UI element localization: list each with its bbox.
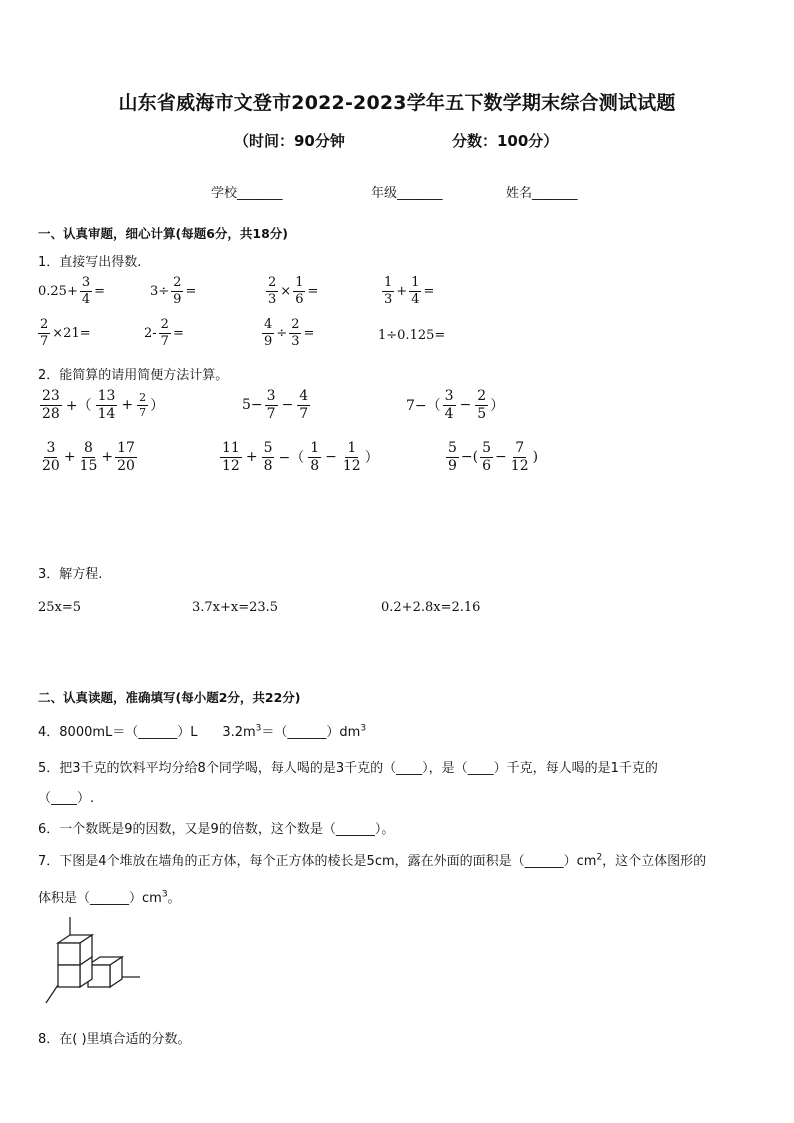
grade-field: 年级_______ bbox=[371, 186, 443, 201]
exam-score: 分数：100分） bbox=[452, 132, 559, 150]
q1-item-b: 3÷ $\frac{2}{9}$ = bbox=[150, 275, 197, 307]
q5-line2: （____）. bbox=[38, 791, 95, 806]
q2-item-e: $\frac{11}{12}$ + $\frac{5}{8}$ −（ $\frac{1}{8}$ − $\frac{1}{12}$ ） bbox=[222, 440, 379, 474]
q1-item-a: 0.25+ $\frac{3}{4}$ = bbox=[38, 275, 106, 307]
q1-item-c: $\frac{2}{3}$ × $\frac{1}{6}$ = bbox=[268, 275, 319, 307]
q2-prompt: 2．能简算的请用简便方法计算。 bbox=[38, 368, 229, 383]
q7-line1: 7．下图是4个堆放在墙角的正方体，每个正方体的棱长是5cm，露在外面的面积是$(\_\_\_\_\_\_)cm^2$，这个立体图形的 bbox=[38, 852, 707, 869]
section2-heading: 二、认真读题，准确填写(每小题2分，共22分) bbox=[38, 690, 301, 705]
q1-item-g: $\frac{4}{9}$ ÷ $\frac{2}{3}$ = bbox=[264, 317, 315, 349]
q1-item-e: $\frac{2}{7}$ ×21= bbox=[40, 317, 91, 349]
q3-equation-1: 25x=5 bbox=[38, 600, 82, 615]
q1-item-h: 1÷0.125= bbox=[378, 328, 446, 343]
q4: 4．8000mL＝（______）L $3.2m^3=(\_\_\_\_\_\_)dm^3$ bbox=[38, 723, 367, 740]
exam-time: （时间：90分钟 bbox=[234, 132, 345, 150]
section1-heading: 一、认真审题，细心计算(每题6分，共18分) bbox=[38, 226, 289, 241]
q8: 8．在( )里填合适的分数。 bbox=[38, 1032, 191, 1047]
q5-line1: 5．把3千克的饮料平均分给8个同学喝，每人喝的是3千克的（____），是（____）千克，每人喝的是1千克的 bbox=[38, 761, 658, 776]
name-field: 姓名_______ bbox=[506, 186, 578, 201]
q2-item-f: $\frac{5}{9}$ −( $\frac{5}{6}$ − $\frac{7}{12}$ ) bbox=[448, 440, 539, 474]
stacked-cubes-figure bbox=[40, 915, 150, 1015]
q2-item-a: $\frac{23}{28}$ +（ $\frac{13}{14}$ + $\frac{2}{7}$ ） bbox=[42, 388, 165, 422]
q7-line2: 体积是$(\_\_\_\_\_\_)cm^3$。 bbox=[38, 889, 181, 906]
q2-item-c: 7−（ $\frac{3}{4}$ − $\frac{2}{5}$ ） bbox=[406, 388, 505, 422]
school-field: 学校_______ bbox=[211, 186, 283, 201]
q3-equation-3: 0.2+2.8x=2.16 bbox=[381, 600, 481, 615]
q6: 6．一个数既是9的因数，又是9的倍数，这个数是（______）。 bbox=[38, 822, 395, 837]
q1-prompt: 1．直接写出得数. bbox=[38, 255, 142, 270]
q2-item-d: $\frac{3}{20}$ + $\frac{8}{15}$ + $\frac{17}{20}$ bbox=[42, 440, 135, 474]
q1-item-f: 2- $\frac{2}{7}$ = bbox=[144, 317, 184, 349]
q2-item-b: 5− $\frac{3}{7}$ − $\frac{4}{7}$ bbox=[242, 388, 309, 422]
q3-equation-2: 3.7x+x=23.5 bbox=[192, 600, 279, 615]
q3-prompt: 3．解方程. bbox=[38, 567, 103, 582]
document-title: 山东省威海市文登市2022-2023学年五下数学期末综合测试试题 bbox=[118, 92, 676, 114]
q1-item-d: $\frac{1}{3}$ + $\frac{1}{4}$ = bbox=[384, 275, 435, 307]
